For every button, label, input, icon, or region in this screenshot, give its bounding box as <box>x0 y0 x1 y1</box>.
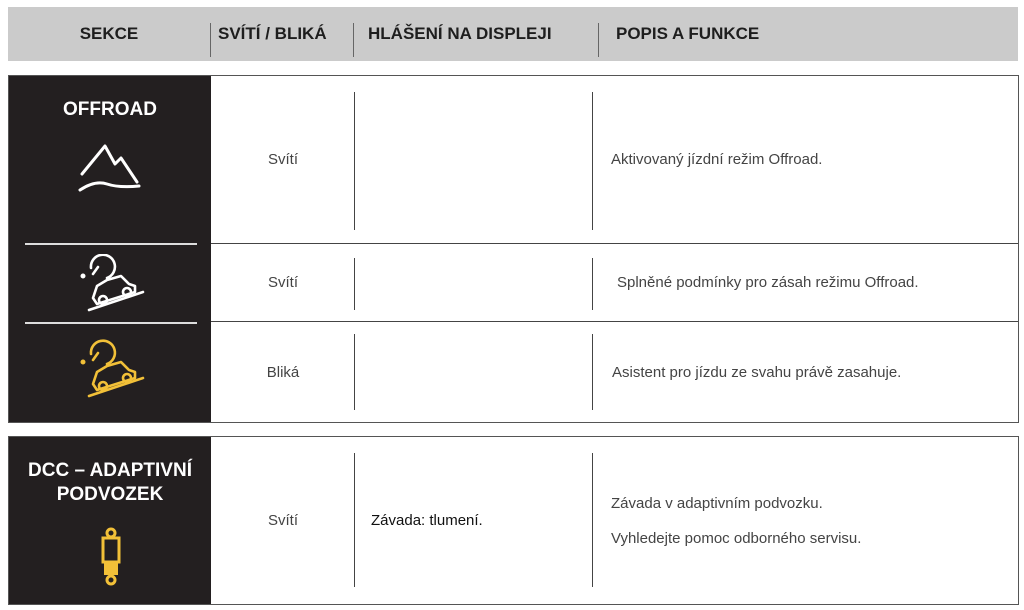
header-divider <box>210 23 211 57</box>
table-row <box>211 244 1018 322</box>
header-state: SVÍTÍ / BLIKÁ <box>218 24 327 43</box>
description-text: Asistent pro jízdu ze svahu právě zasahuje. <box>612 363 902 381</box>
table-row <box>211 322 1018 422</box>
shock-absorber-icon <box>99 527 123 587</box>
offroad-section-cell <box>9 76 211 422</box>
column-divider <box>592 334 593 410</box>
display-message: Závada: tlumení. <box>371 512 483 529</box>
table-header <box>8 7 1018 61</box>
state-text: Svítí <box>267 512 298 529</box>
hill-descent-icon <box>79 338 149 400</box>
row-divider <box>25 322 197 324</box>
dcc-section-cell <box>9 437 211 604</box>
offroad-table <box>8 75 1019 423</box>
table-row <box>211 76 1018 244</box>
section-title: OFFROAD <box>63 99 157 120</box>
description <box>617 244 919 321</box>
header-message: HLÁŠENÍ NA DISPLEJI <box>368 24 552 43</box>
description-text: Aktivovaný jízdní režim Offroad. <box>611 151 823 168</box>
column-divider <box>592 453 593 587</box>
column-divider <box>354 453 355 587</box>
state-text: Svítí <box>267 274 298 291</box>
header-divider <box>353 23 354 57</box>
table-row <box>211 437 1018 604</box>
description-text: Vyhledejte pomoc odborného servisu. <box>611 529 862 547</box>
header-section: SEKCE <box>79 24 139 43</box>
description <box>612 322 901 422</box>
description <box>611 76 822 243</box>
description-text: Splněné podmínky pro zásah režimu Offroad. <box>617 274 919 291</box>
state-text: Bliká <box>266 363 300 381</box>
state-text: Svítí <box>267 151 298 168</box>
column-divider <box>354 334 355 410</box>
column-divider <box>592 92 593 230</box>
row-divider <box>25 243 197 245</box>
header-description: POPIS A FUNKCE <box>616 24 760 43</box>
section-title-line2: PODVOZEK <box>56 484 164 505</box>
description-text: Závada v adaptivním podvozku. <box>611 494 823 512</box>
column-divider <box>354 258 355 310</box>
column-divider <box>592 258 593 310</box>
description <box>611 437 861 604</box>
mountain-icon <box>77 142 147 198</box>
header-divider <box>598 23 599 57</box>
hill-descent-icon <box>79 254 149 312</box>
column-divider <box>354 92 355 230</box>
section-title-line1: DCC – ADAPTIVNÍ <box>28 460 192 481</box>
dcc-table <box>8 436 1019 605</box>
